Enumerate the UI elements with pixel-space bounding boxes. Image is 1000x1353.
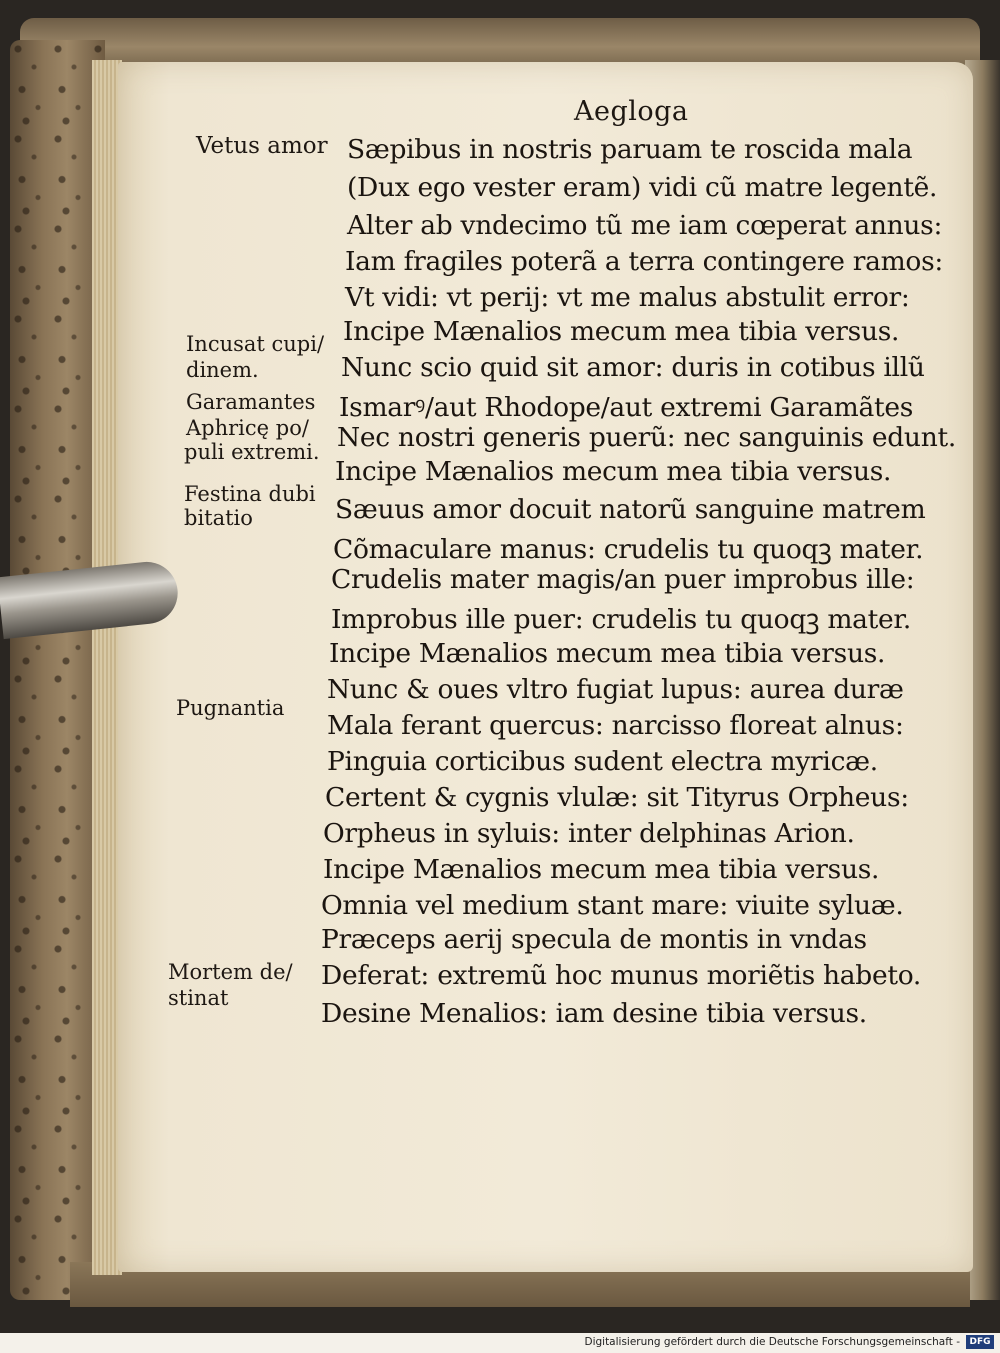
marginal-note: puli extremi. — [184, 440, 320, 464]
book-cover-top — [20, 18, 980, 66]
marginal-note: stinat — [168, 986, 229, 1010]
verse-line: Certent & cygnis vlulæ: sit Tityrus Orpheus: — [325, 782, 909, 813]
verse-line: Incipe Mænalios mecum mea tibia versus. — [343, 316, 900, 347]
verse-line: Incipe Mænalios mecum mea tibia versus. — [329, 638, 886, 669]
marginal-note: Festina dubi — [184, 482, 316, 506]
verse-line: Iam fragiles poterã a terra contingere ramos: — [345, 246, 944, 277]
marginal-note: Garamantes — [186, 390, 316, 414]
footer-bar — [0, 1333, 1000, 1353]
marginal-note: bitatio — [184, 506, 253, 530]
verse-line: Sæpibus in nostris paruam te roscida mala — [347, 134, 913, 165]
verse-line: Cõmaculare manus: crudelis tu quoqꝫ mater. — [333, 534, 924, 565]
marginal-note: Vetus amor — [196, 133, 328, 159]
verse-line: Incipe Mænalios mecum mea tibia versus. — [323, 854, 880, 885]
verse-line: Ismarꝰ/aut Rhodope/aut extremi Garamãtes — [339, 392, 914, 423]
dfg-logo: DFG — [966, 1335, 994, 1349]
verse-line: Crudelis mater magis/an puer improbus ille: — [331, 564, 915, 595]
marginal-note: Pugnantia — [176, 696, 285, 720]
marginal-note: Incusat cupi/ — [186, 332, 325, 356]
page-heading: Aegloga — [574, 96, 689, 127]
verse-line: (Dux ego vester eram) vidi cũ matre legentẽ. — [347, 172, 938, 203]
funding-credit: Digitalisierung gefördert durch die Deutsche Forschungsgemeinschaft - — [584, 1336, 960, 1348]
verse-line: Alter ab vndecimo tũ me iam cœperat annus: — [347, 210, 943, 241]
book-binding — [10, 40, 105, 1300]
verse-line: Improbus ille puer: crudelis tu quoqꝫ mater. — [331, 604, 911, 635]
verse-line: Mala ferant quercus: narcisso floreat alnus: — [327, 710, 904, 741]
verse-line: Sæuus amor docuit natorũ sanguine matrem — [335, 494, 926, 525]
marginal-note: Aphricę po/ — [186, 416, 309, 440]
verse-line: Nunc & oues vltro fugiat lupus: aurea duræ — [327, 674, 904, 705]
verse-line: Omnia vel medium stant mare: viuite syluæ. — [321, 890, 904, 921]
verse-line: Incipe Mænalios mecum mea tibia versus. — [335, 456, 892, 487]
marginal-note: dinem. — [186, 358, 259, 382]
marginal-note: Mortem de/ — [168, 960, 293, 984]
verse-line: Desine Menalios: iam desine tibia versus. — [321, 998, 867, 1029]
verse-line: Nec nostri generis puerũ: nec sanguinis edunt. — [337, 422, 956, 453]
verse-line: Præceps aerij specula de montis in vndas — [321, 924, 867, 955]
verse-line: Orpheus in syluis: inter delphinas Arion. — [323, 818, 855, 849]
verse-line: Vt vidi: vt perij: vt me malus abstulit error: — [345, 282, 910, 313]
verse-line: Pinguia corticibus sudent electra myricæ. — [327, 746, 878, 777]
verse-line: Nunc scio quid sit amor: duris in cotibus illũ — [341, 352, 925, 383]
verse-line: Deferat: extremũ hoc munus moriẽtis habeto. — [321, 960, 922, 991]
